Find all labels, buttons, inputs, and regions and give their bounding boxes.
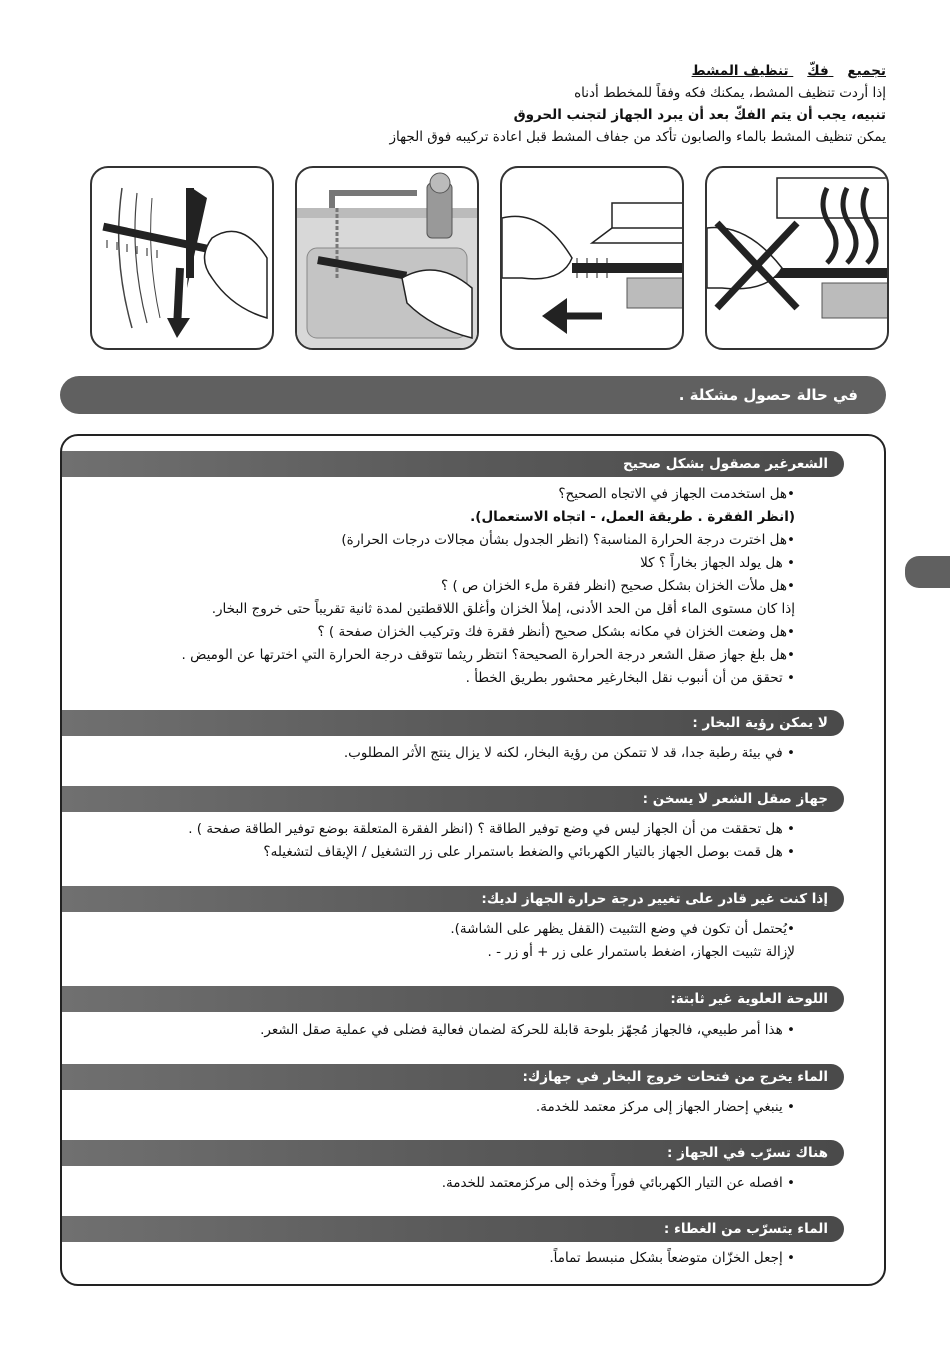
illustration-detach-comb (500, 166, 684, 350)
illustration-shake-comb (90, 166, 274, 350)
section-heading: هناك تسرّب في الجهاز : (62, 1140, 844, 1166)
section-heading: إذا كنت غير قادر على تغيير درجة حرارة الجهاز لديك: (62, 886, 844, 912)
section-line: • افصله عن التيار الكهربائي فوراً وخذه إلى مركزمعتمد للخدمة. (441, 1175, 795, 1191)
section-line: •هل ملأت الخزان بشكل صحيح (انظر فقرة ملء الخزان ص ) ؟ (441, 578, 795, 594)
title-clean-comb: تنظيف المشط (691, 63, 789, 79)
intro-text (56, 60, 886, 148)
section-line: (انظر الفقرة . طريقة العمل، - اتجاه الاستعمال). (470, 509, 795, 525)
section-body (95, 742, 795, 765)
section-line: • في بيئة رطبة جدا، قد لا تتمكن من رؤية البخار، لكنه لا يزال ينتج الأثر المطلوب. (343, 745, 795, 761)
page-side-tab (905, 556, 950, 588)
section-heading: جهاز صقل الشعر لا يسخن : (62, 786, 844, 812)
intro-line: إذا أردت تنظيف المشط، يمكنك فكه وفقاً للمخطط أدناه (574, 85, 886, 101)
section-body (95, 1172, 795, 1195)
intro-line: يمكن تنظيف المشط بالماء والصابون تأكد من جفاف المشط قبل اعادة تركيبه فوق الجهاز (389, 129, 886, 145)
section-line: •يُحتمل أن تكون في وضع التثبيت (القفل يظهر على الشاشة). (450, 921, 795, 937)
section-heading: الماء يخرج من فتحات خروج البخار في جهازك: (62, 1064, 844, 1090)
section-heading: اللوحة العلوية غير ثابتة: (62, 986, 844, 1012)
troubleshooting-banner: في حالة حصول مشكلة . (60, 376, 886, 414)
illustration-rinse-comb (295, 166, 479, 350)
section-line: • هل يولد الجهاز بخاراً ؟ كلا (640, 555, 795, 571)
section-line: • هذا أمر طبيعي، فالجهاز مُجهّز بلوحة قابلة للحركة لضمان فعالية فضلى في عملية صقل الشعر. (260, 1022, 795, 1038)
section-line: •هل اخترت درجة الحرارة المناسبة؟ (انظر الجدول بشأن مجالات درجات الحرارة) (341, 532, 795, 548)
section-line: • هل قمت بوصل الجهاز بالتيار الكهربائي والضغط باستمرار على زر التشغيل / الإيقاف لتشغيله؟ (263, 844, 795, 860)
section-line: •هل وضعت الخزان في مكانه بشكل صحيح (أنظر فقرة فك وتركيب الخزان صفحة ) ؟ (317, 624, 795, 640)
title-assemble: تجميع (847, 63, 886, 79)
intro-title (56, 60, 886, 82)
section-body (95, 918, 795, 964)
section-body (95, 818, 795, 864)
section-body (95, 483, 795, 690)
section-heading: الماء يتسرّب من الغطاء : (62, 1216, 844, 1242)
illustration-no-hot-removal (705, 166, 889, 350)
section-line: •هل بلغ جهاز صقل الشعر درجة الحرارة الصحيحة؟ انتظر ريثما تتوقف درجة الحرارة التي اخترتها عن الوميض . (181, 647, 795, 663)
section-line: • تحقق من أن أنبوب نقل البخارغير محشور بطريق الخطأ . (465, 670, 795, 686)
section-line: إذا كان مستوى الماء أقل من الحد الأدنى، إملأ الخزان وأغلق اللاقطتين لمدة ثانية تقريباً حتى خروج البخار. (211, 601, 795, 617)
section-line: •هل استخدمت الجهاز في الاتجاه الصحيح؟ (558, 486, 795, 502)
section-body (95, 1019, 795, 1042)
section-body (95, 1247, 795, 1270)
section-line: • ينبغي إحضار الجهاز إلى مركز معتمد للخدمة. (535, 1099, 795, 1115)
section-line: • هل تحققت من أن الجهاز ليس في وضع توفير الطاقة ؟ (انظر الفقرة المتعلقة بوضع توفير الطاقة صفحة ) . (188, 821, 795, 837)
section-heading: لا يمكن رؤية البخار : (62, 710, 844, 736)
intro-warning: تنبيه، يجب أن يتم الفكّ بعد أن يبرد الجهاز لتجنب الحروق (513, 107, 886, 123)
section-line: لإزالة تثبيت الجهاز، اضغط باستمرار على زر + أو زر - . (487, 944, 795, 960)
title-disassemble: فكّ (807, 63, 829, 79)
section-body (95, 1096, 795, 1119)
section-line: • إجعل الخزّان متوضعاً بشكل منبسط تماماً. (549, 1250, 795, 1266)
section-heading: الشعرغير مصقول بشكل صحيح (62, 451, 844, 477)
